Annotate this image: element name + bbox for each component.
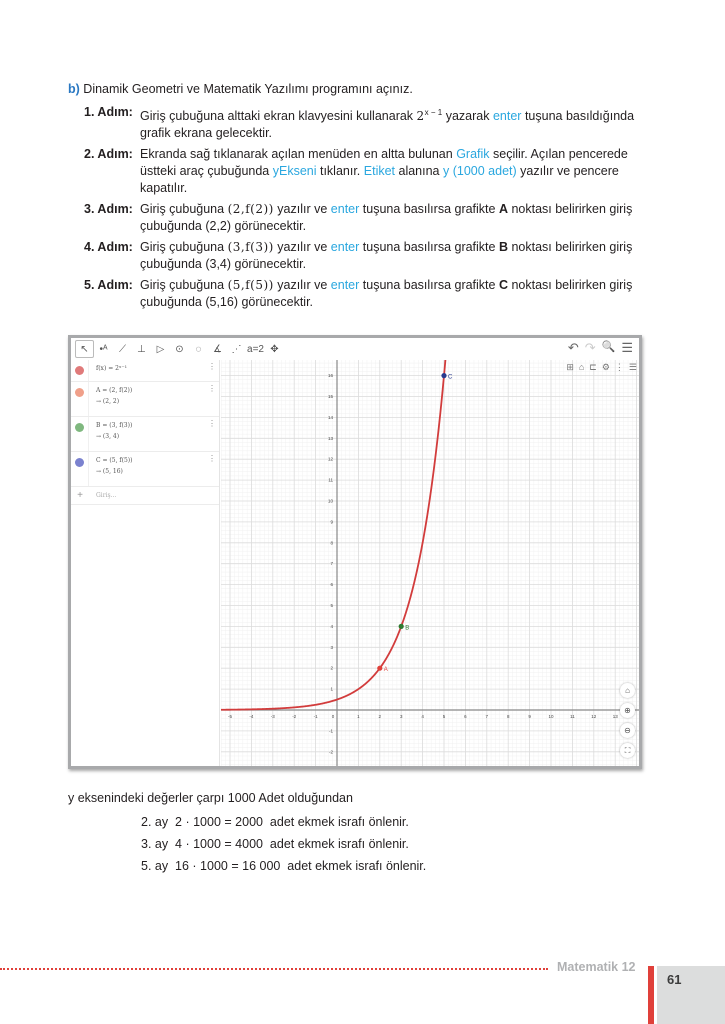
color-dot-icon [75, 423, 84, 432]
step-label: 5. Adım: [84, 278, 133, 293]
algebra-row[interactable] [71, 382, 219, 417]
svg-text:-2: -2 [328, 749, 333, 755]
plus-icon[interactable]: + [77, 490, 83, 501]
algebra-panel [71, 360, 220, 766]
step-label: 2. Adım: [84, 147, 133, 162]
svg-text:13: 13 [612, 714, 618, 719]
footer-dotted-line [0, 968, 548, 970]
svg-text:1: 1 [357, 714, 360, 719]
search-icon[interactable]: 🔍 [601, 341, 616, 353]
svg-text:10: 10 [327, 498, 333, 504]
book-title: Matematik 12 [557, 960, 636, 974]
move-tool-icon[interactable]: ↖ [75, 340, 94, 358]
home-view-icon[interactable]: ⌂ [620, 683, 635, 698]
svg-text:7: 7 [485, 714, 489, 719]
svg-text:3: 3 [399, 714, 403, 719]
svg-text:4: 4 [421, 714, 424, 719]
svg-text:2: 2 [330, 665, 333, 671]
color-dot-icon [75, 388, 84, 397]
algebra-row[interactable] [71, 452, 219, 487]
toolbar [71, 338, 639, 360]
algebra-row[interactable] [71, 417, 219, 452]
graphics-nav [620, 683, 635, 758]
svg-text:7: 7 [330, 561, 333, 567]
step-text: Giriş çubuğuna alttaki ekran klavyesini kullanarak $2^{x - 1}$ yazarak enter tuşuna basıldığında grafik ekrana gelecektir. [140, 108, 635, 141]
step-5 [84, 277, 640, 311]
svg-text:4: 4 [330, 623, 333, 629]
svg-text:A: A [383, 667, 388, 674]
graphics-style-bar [566, 362, 637, 373]
svg-text:-5: -5 [227, 714, 233, 719]
step-label: 4. Adım: [84, 240, 133, 255]
svg-text:5: 5 [330, 603, 333, 608]
svg-text:-3: -3 [270, 714, 275, 719]
step-3 [84, 201, 640, 235]
circle-three-points-tool-icon[interactable]: ◌ [195, 343, 202, 355]
step-text: Giriş çubuğuna (5,f(5)) yazılır ve enter tuşuna basılırsa grafikte C noktası belirirken giriş çubuğunda (5,16) görünecektir. [140, 278, 633, 310]
step-text: Giriş çubuğuna (3,f(3)) yazılır ve enter tuşuna basılırsa grafikte B noktası belirirken giriş çubuğunda (3,4) görünecektir. [140, 240, 633, 272]
perpendicular-tool-icon[interactable]: ⊥ [137, 343, 146, 355]
page-accent-bar [648, 966, 654, 1024]
visibility-toggle[interactable] [71, 417, 89, 451]
page-number: 61 [667, 972, 682, 987]
input-bar[interactable] [71, 487, 219, 505]
svg-text:-2: -2 [292, 714, 297, 719]
svg-text:16: 16 [327, 373, 333, 379]
geogebra-window [68, 335, 642, 769]
svg-text:6: 6 [464, 714, 467, 719]
step-1 [84, 104, 640, 142]
zoom-out-icon[interactable]: ⊖ [620, 723, 635, 738]
step-label: 1. Adım: [84, 105, 133, 119]
circle-center-tool-icon[interactable]: ⊙ [175, 343, 184, 355]
svg-text:1: 1 [330, 686, 333, 692]
svg-text:B: B [405, 625, 410, 632]
result-line: 2. ay 2 · 1000 = 2000 adet ekmek israfı önlenir. [141, 815, 409, 829]
svg-text:C: C [448, 374, 453, 381]
more-vert-icon[interactable]: ⋮ [208, 384, 216, 393]
step-4 [84, 239, 640, 273]
more-icon[interactable]: ⋮ [614, 362, 624, 372]
algebra-content[interactable]: f(x) = 2ˣ⁻¹ [96, 365, 128, 372]
result-line: 3. ay 4 · 1000 = 4000 adet ekmek israfı önlenir. [141, 837, 409, 851]
intro-text: Dinamik Geometri ve Matematik Yazılımı programını açınız. [79, 82, 413, 96]
svg-text:2: 2 [378, 714, 382, 719]
slider-tool-icon[interactable]: a=2 [247, 343, 264, 355]
svg-text:8: 8 [506, 714, 510, 719]
results-list [141, 811, 426, 877]
page-number-box [657, 966, 725, 1024]
algebra-row[interactable] [71, 360, 219, 382]
svg-text:9: 9 [330, 519, 333, 525]
toolbar-right [568, 340, 633, 356]
svg-text:11: 11 [328, 477, 333, 483]
svg-text:8: 8 [330, 540, 333, 546]
line-tool-icon[interactable]: ⟋ [119, 343, 126, 355]
svg-text:-1: -1 [313, 714, 318, 719]
function-graph[interactable] [221, 360, 639, 766]
svg-text:9: 9 [528, 714, 531, 719]
reflect-tool-icon[interactable]: ⋰ [231, 343, 242, 355]
algebra-content[interactable]: C = (5, f(5)) → (5, 16) [96, 457, 133, 475]
svg-text:5: 5 [442, 714, 446, 719]
more-vert-icon[interactable]: ⋮ [208, 454, 216, 463]
input-placeholder[interactable]: Giriş... [96, 492, 117, 499]
svg-text:12: 12 [327, 456, 333, 462]
visibility-toggle[interactable] [71, 360, 89, 381]
undo-icon[interactable]: ↶ [567, 340, 579, 355]
visibility-toggle[interactable] [71, 382, 89, 416]
svg-text:0: 0 [331, 714, 335, 719]
svg-text:-1: -1 [328, 728, 333, 734]
grid-toggle-icon[interactable]: ⊞ [566, 362, 574, 372]
step-text: Giriş çubuğuna (2,f(2)) yazılır ve enter tuşuna basılırsa grafikte A noktası belirirken giriş çubuğunda (2,2) görünecektir. [140, 202, 633, 234]
color-dot-icon [75, 366, 84, 375]
svg-text:10: 10 [548, 714, 554, 719]
svg-text:13: 13 [327, 435, 333, 441]
svg-text:-4: -4 [249, 714, 254, 719]
svg-text:14: 14 [327, 414, 333, 420]
redo-icon[interactable]: ↷ [584, 340, 596, 355]
svg-text:12: 12 [591, 714, 597, 719]
result-line: 5. ay 16 · 1000 = 16 000 adet ekmek israfı önlenir. [141, 859, 427, 873]
svg-text:15: 15 [327, 394, 333, 399]
more-vert-icon[interactable]: ⋮ [208, 362, 216, 371]
algebra-content[interactable]: B = (3, f(3)) → (3, 4) [96, 422, 133, 440]
step-label: 3. Adım: [84, 202, 133, 217]
zoom-in-icon[interactable]: ⊕ [620, 703, 635, 718]
intro-line [68, 82, 413, 96]
part-label: b) [68, 82, 80, 96]
color-dot-icon [75, 458, 84, 467]
fullscreen-icon[interactable]: ⛶ [620, 743, 635, 758]
result-intro: y eksenindeki değerler çarpı 1000 Adet olduğundan [68, 791, 353, 805]
move-graphics-tool-icon[interactable]: ✥ [270, 343, 279, 355]
algebra-content[interactable]: A = (2, f(2)) → (2, 2) [96, 387, 133, 405]
polygon-tool-icon[interactable]: ▷ [156, 343, 165, 355]
menu-icon[interactable]: ☰ [621, 340, 633, 355]
svg-text:6: 6 [330, 582, 333, 588]
visibility-toggle[interactable] [71, 452, 89, 486]
svg-text:3: 3 [330, 644, 333, 650]
graphics-view[interactable] [221, 360, 639, 766]
axes-icon[interactable]: ⊏ [589, 362, 597, 372]
home-icon[interactable]: ⌂ [578, 362, 585, 372]
style-bar-toggle-icon[interactable]: ☰ [628, 362, 637, 372]
more-vert-icon[interactable]: ⋮ [208, 419, 216, 428]
settings-icon[interactable]: ⚙ [601, 362, 610, 372]
steps-list [84, 104, 640, 315]
point-tool-icon[interactable]: •ᴬ [99, 343, 108, 355]
svg-text:11: 11 [570, 714, 575, 719]
angle-tool-icon[interactable]: ∡ [213, 343, 222, 355]
step-text: Ekranda sağ tıklanarak açılan menüden en altta bulunan Grafik seçilir. Açılan pencerede üstteki araç çubuğunda yEkseni tıklanır. Etiket alanına y (1000 adet) yazılır ve pencere kapatılır. [140, 147, 628, 196]
step-2 [84, 146, 640, 197]
